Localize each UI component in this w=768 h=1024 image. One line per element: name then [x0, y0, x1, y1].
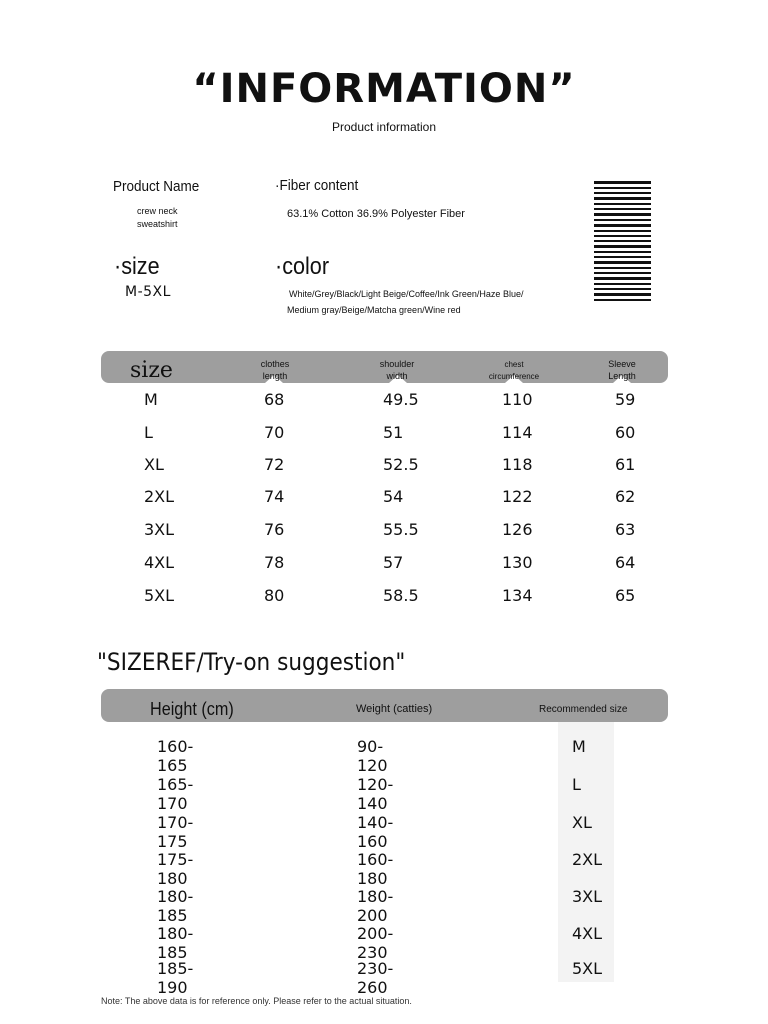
- fiber-content-value: 63.1% Cotton 36.9% Polyester Fiber: [287, 208, 465, 220]
- length-cell: 80: [264, 586, 285, 605]
- recommended-size-cell: 5XL: [572, 959, 603, 978]
- header-line: width: [386, 371, 408, 381]
- recommended-size-header: Recommended size: [539, 704, 628, 715]
- color-value: [289, 286, 523, 318]
- header-line: circumference: [488, 372, 540, 381]
- weight-cell: 180-200: [357, 887, 394, 925]
- size-cell: XL: [144, 455, 164, 474]
- length-cell: 78: [264, 553, 285, 572]
- length-cell: 72: [264, 455, 285, 474]
- chest-cell: 110: [502, 390, 533, 409]
- header-line: clothes: [260, 359, 290, 369]
- size-cell: M: [144, 390, 158, 409]
- header-line: shoulder: [379, 359, 415, 369]
- weight-cell: 140-160: [357, 813, 394, 851]
- color-label: ·color: [275, 253, 330, 280]
- sleeve-cell: 61: [615, 455, 636, 474]
- weight-cell: 120-140: [357, 775, 394, 813]
- weight-header: Weight (catties): [356, 703, 433, 715]
- chest-cell: 122: [502, 487, 533, 506]
- header-line: Length: [608, 371, 636, 381]
- chest-cell: 114: [502, 423, 533, 442]
- recommended-size-cell: 3XL: [572, 887, 603, 906]
- color-value-line1: White/Grey/Black/Light Beige/Coffee/Ink Green/Haze Blue/: [289, 289, 524, 299]
- size-range-value: M-5XL: [125, 284, 171, 300]
- header-line: length: [262, 371, 288, 381]
- recommended-size-cell: XL: [572, 813, 592, 832]
- page-title: “INFORMATION”: [192, 66, 576, 112]
- shoulder-width-header: [367, 358, 427, 382]
- size-cell: L: [144, 423, 153, 442]
- weight-cell: 160-180: [357, 850, 394, 888]
- product-name-value-line1: crew neck: [137, 206, 178, 216]
- height-cell: 170-175: [157, 813, 194, 851]
- product-name-label: Product Name: [113, 178, 200, 195]
- sleeve-cell: 63: [615, 520, 636, 539]
- height-cell: 175-180: [157, 850, 194, 888]
- sleeve-cell: 65: [615, 586, 636, 605]
- size-label: ·size: [114, 253, 160, 280]
- height-cell: 180-185: [157, 887, 194, 925]
- chest-cell: 118: [502, 455, 533, 474]
- shoulder-cell: 57: [383, 553, 404, 572]
- size-cell: 3XL: [144, 520, 175, 539]
- header-line: chest: [504, 360, 524, 369]
- weight-cell: 230-260: [357, 959, 394, 997]
- shoulder-cell: 54: [383, 487, 404, 506]
- shoulder-cell: 49.5: [383, 390, 419, 409]
- weight-cell: 200-230: [357, 924, 394, 962]
- clothes-length-header: [245, 358, 305, 382]
- sleeve-cell: 60: [615, 423, 636, 442]
- header-line: Sleeve: [608, 359, 636, 369]
- recommended-size-cell: L: [572, 775, 581, 794]
- shoulder-cell: 58.5: [383, 586, 419, 605]
- product-name-value: [137, 205, 178, 231]
- size-cell: 5XL: [144, 586, 175, 605]
- recommended-size-cell: M: [572, 737, 586, 756]
- size-ref-title: "SIZEREF/Try-on suggestion": [97, 648, 406, 676]
- height-cell: 180-185: [157, 924, 194, 962]
- chest-cell: 130: [502, 553, 533, 572]
- height-cell: 160-165: [157, 737, 194, 775]
- footer-note: Note: The above data is for reference only. Please refer to the actual situation.: [101, 996, 412, 1006]
- length-cell: 68: [264, 390, 285, 409]
- length-cell: 70: [264, 423, 285, 442]
- barcode-image: [594, 181, 651, 299]
- size-cell: 2XL: [144, 487, 175, 506]
- recommended-size-cell: 2XL: [572, 850, 603, 869]
- sleeve-length-header: [592, 358, 652, 382]
- shoulder-cell: 55.5: [383, 520, 419, 539]
- size-column-header: size: [130, 358, 173, 383]
- color-value-line2: Medium gray/Beige/Matcha green/Wine red: [287, 305, 461, 315]
- size-cell: 4XL: [144, 553, 175, 572]
- length-cell: 76: [264, 520, 285, 539]
- height-cell: 185-190: [157, 959, 194, 997]
- height-header: Height (cm): [150, 699, 234, 719]
- shoulder-cell: 51: [383, 423, 404, 442]
- page-subtitle: Product information: [331, 120, 437, 134]
- chest-cell: 134: [502, 586, 533, 605]
- weight-cell: 90-120: [357, 737, 388, 775]
- sleeve-cell: 64: [615, 553, 636, 572]
- recommended-size-cell: 4XL: [572, 924, 603, 943]
- product-name-value-line2: sweatshirt: [137, 219, 178, 229]
- shoulder-cell: 52.5: [383, 455, 419, 474]
- sleeve-cell: 62: [615, 487, 636, 506]
- sleeve-cell: 59: [615, 390, 636, 409]
- chest-cell: 126: [502, 520, 533, 539]
- fiber-content-label: ·Fiber content: [275, 177, 359, 194]
- height-cell: 165-170: [157, 775, 194, 813]
- chest-circumference-header: [474, 359, 554, 383]
- length-cell: 74: [264, 487, 285, 506]
